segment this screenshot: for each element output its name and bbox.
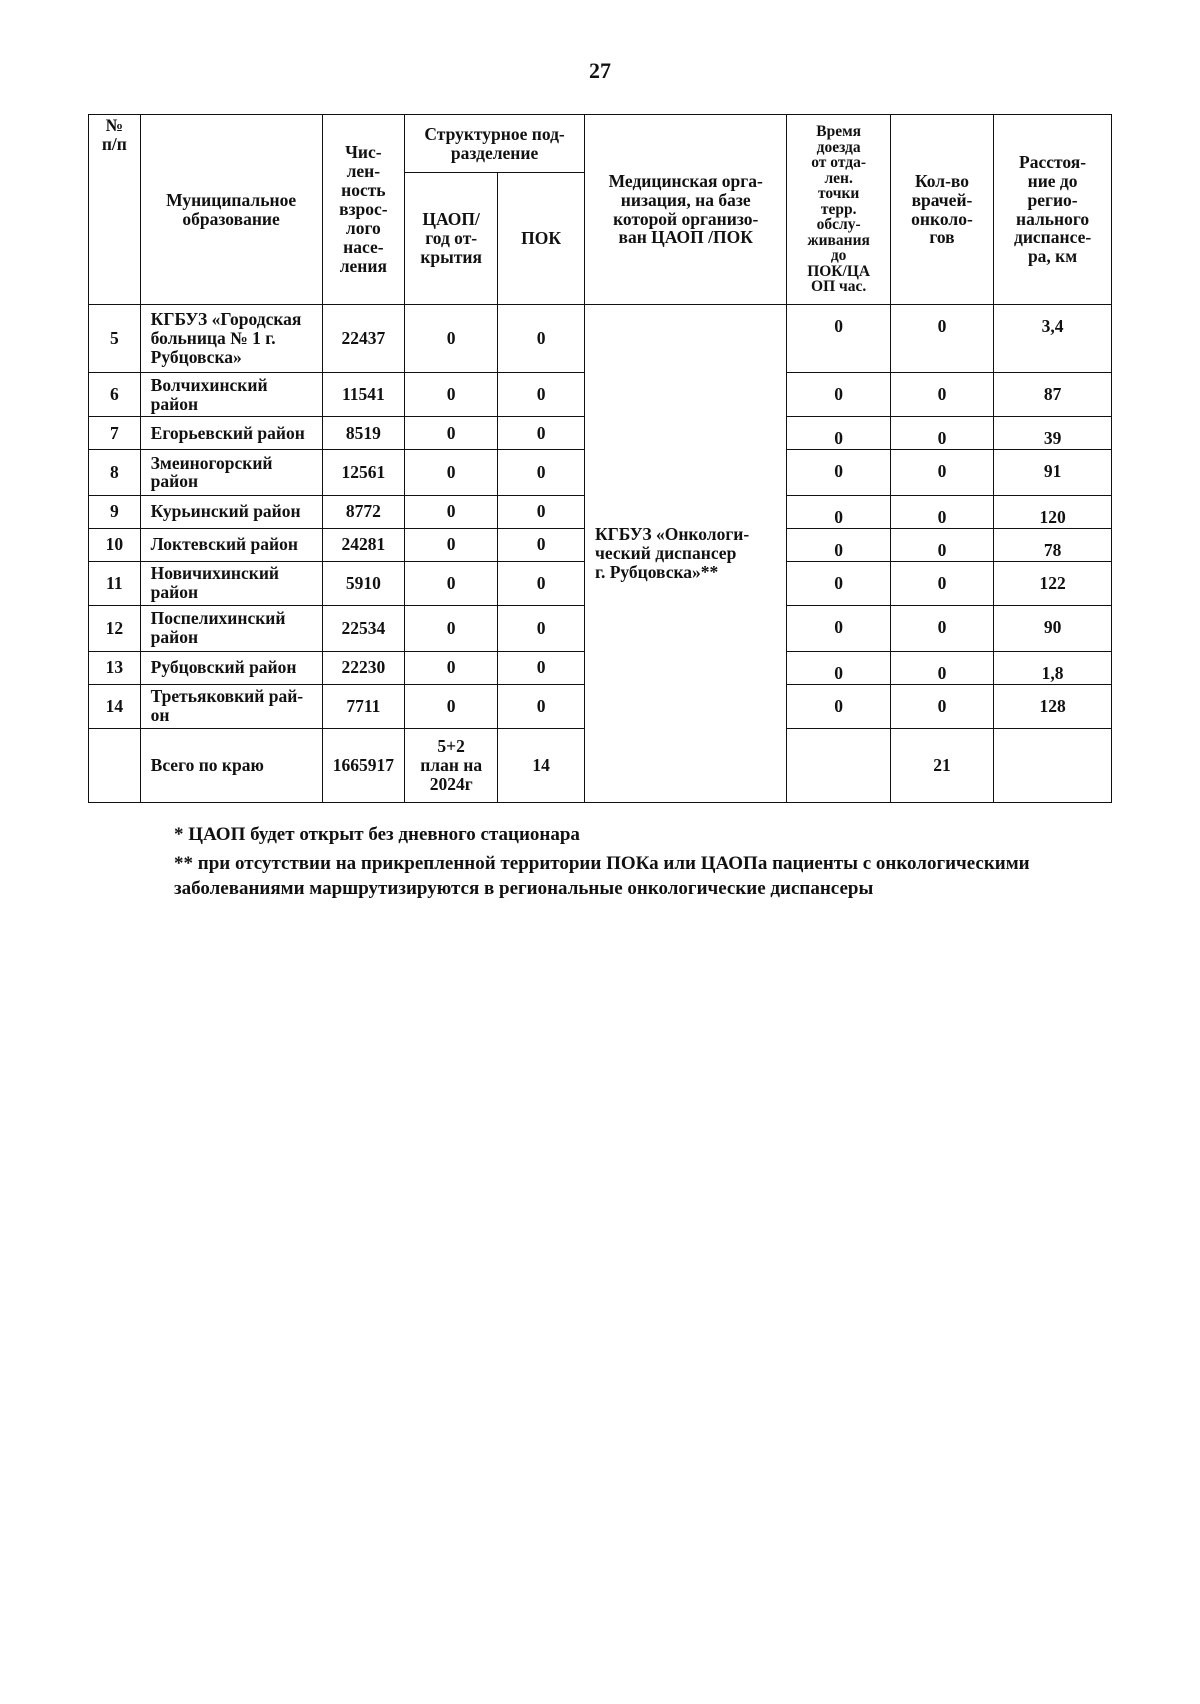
- travel-time-value: 0: [787, 495, 890, 528]
- pok-value: 0: [498, 651, 585, 684]
- header-population: Чис- лен- ность взрос- лого насе- ления: [322, 115, 405, 305]
- municipality-name: КГБУЗ «Городская больница № 1 г. Рубцовска»: [140, 305, 322, 373]
- population-value: 5910: [322, 561, 405, 605]
- total-pok: 14: [498, 728, 585, 802]
- row-number: 11: [89, 561, 141, 605]
- caop-value: 0: [405, 651, 498, 684]
- municipality-name: Рубцовский район: [140, 651, 322, 684]
- header-municipality: Муниципальное образование: [140, 115, 322, 305]
- caop-value: 0: [405, 449, 498, 495]
- caop-value: 0: [405, 495, 498, 528]
- row-number: 10: [89, 528, 141, 561]
- caop-value: 0: [405, 561, 498, 605]
- doctors-value: 0: [890, 417, 993, 450]
- total-time-empty: [787, 728, 890, 802]
- distance-value: 90: [994, 605, 1112, 651]
- row-number: 9: [89, 495, 141, 528]
- pok-value: 0: [498, 373, 585, 417]
- travel-time-value: 0: [787, 373, 890, 417]
- header-travel-time: Время доезда от отда- лен. точки терр. обслу- живания до ПОК/ЦА ОП час.: [787, 115, 890, 305]
- travel-time-value: 0: [787, 605, 890, 651]
- header-pok: ПОК: [498, 173, 585, 305]
- municipality-name: Новичихинский район: [140, 561, 322, 605]
- total-distance-empty: [994, 728, 1112, 802]
- travel-time-value: 0: [787, 561, 890, 605]
- municipality-name: Волчихинский район: [140, 373, 322, 417]
- distance-value: 87: [994, 373, 1112, 417]
- header-distance: Расстоя- ние до регио- нального диспансе- ра, км: [994, 115, 1112, 305]
- footnote-1: * ЦАОП будет открыт без дневного стационара: [174, 824, 580, 845]
- pok-value: 0: [498, 684, 585, 728]
- header-caop: ЦАОП/ год от- крытия: [405, 173, 498, 305]
- oncology-units-table: [88, 114, 1112, 803]
- distance-value: 1,8: [994, 651, 1112, 684]
- header-medical-organization: Медицинская орга- низация, на базе которой организо- ван ЦАОП /ПОК: [584, 115, 787, 305]
- travel-time-value: 0: [787, 417, 890, 450]
- distance-value: 3,4: [994, 305, 1112, 373]
- pok-value: 0: [498, 605, 585, 651]
- caop-value: 0: [405, 684, 498, 728]
- total-label: Всего по краю: [140, 728, 322, 802]
- total-caop: 5+2 план на 2024г: [405, 728, 498, 802]
- travel-time-value: 0: [787, 651, 890, 684]
- row-number: 7: [89, 417, 141, 450]
- total-population: 1665917: [322, 728, 405, 802]
- doctors-value: 0: [890, 651, 993, 684]
- population-value: 8519: [322, 417, 405, 450]
- municipality-name: Курьинский район: [140, 495, 322, 528]
- pok-value: 0: [498, 449, 585, 495]
- pok-value: 0: [498, 417, 585, 450]
- pok-value: 0: [498, 495, 585, 528]
- caop-value: 0: [405, 305, 498, 373]
- total-doctors: 21: [890, 728, 993, 802]
- population-value: 7711: [322, 684, 405, 728]
- doctors-value: 0: [890, 305, 993, 373]
- municipality-name: Локтевский район: [140, 528, 322, 561]
- distance-value: 39: [994, 417, 1112, 450]
- distance-value: 122: [994, 561, 1112, 605]
- footnotes: [174, 822, 1124, 905]
- row-number: 6: [89, 373, 141, 417]
- distance-value: 91: [994, 449, 1112, 495]
- doctors-value: 0: [890, 373, 993, 417]
- travel-time-value: 0: [787, 684, 890, 728]
- pok-value: 0: [498, 561, 585, 605]
- travel-time-value: 0: [787, 449, 890, 495]
- table-row: [89, 305, 1112, 373]
- population-value: 24281: [322, 528, 405, 561]
- population-value: 12561: [322, 449, 405, 495]
- distance-value: 120: [994, 495, 1112, 528]
- doctors-value: 0: [890, 449, 993, 495]
- distance-value: 78: [994, 528, 1112, 561]
- travel-time-value: 0: [787, 528, 890, 561]
- municipality-name: Третьяковкий рай-он: [140, 684, 322, 728]
- municipality-name: Поспелихинский район: [140, 605, 322, 651]
- caop-value: 0: [405, 417, 498, 450]
- population-value: 22437: [322, 305, 405, 373]
- medical-organization-merged: КГБУЗ «Онкологи- ческий диспансер г. Рубцовска»**: [584, 305, 787, 803]
- caop-value: 0: [405, 605, 498, 651]
- header-num: № п/п: [89, 115, 141, 305]
- doctors-value: 0: [890, 561, 993, 605]
- pok-value: 0: [498, 305, 585, 373]
- doctors-value: 0: [890, 684, 993, 728]
- caop-value: 0: [405, 528, 498, 561]
- header-doctors-count: Кол-во врачей- онколо- гов: [890, 115, 993, 305]
- footnote-2: ** при отсутствии на прикрепленной территории ПОКа или ЦАОПа пациенты с онкологическими заболеваниями маршрутизируются в региональные онкологические диспансеры: [174, 852, 1030, 900]
- distance-value: 128: [994, 684, 1112, 728]
- row-number: 12: [89, 605, 141, 651]
- population-value: 8772: [322, 495, 405, 528]
- row-number: 8: [89, 449, 141, 495]
- population-value: 22534: [322, 605, 405, 651]
- pok-value: 0: [498, 528, 585, 561]
- municipality-name: Егорьевский район: [140, 417, 322, 450]
- page-number: 27: [589, 58, 611, 83]
- header-structural-unit: Структурное под- разделение: [405, 115, 585, 173]
- municipality-name: Змеиногорский район: [140, 449, 322, 495]
- doctors-value: 0: [890, 528, 993, 561]
- total-num-empty: [89, 728, 141, 802]
- population-value: 22230: [322, 651, 405, 684]
- doctors-value: 0: [890, 605, 993, 651]
- doctors-value: 0: [890, 495, 993, 528]
- row-number: 13: [89, 651, 141, 684]
- row-number: 14: [89, 684, 141, 728]
- population-value: 11541: [322, 373, 405, 417]
- travel-time-value: 0: [787, 305, 890, 373]
- caop-value: 0: [405, 373, 498, 417]
- row-number: 5: [89, 305, 141, 373]
